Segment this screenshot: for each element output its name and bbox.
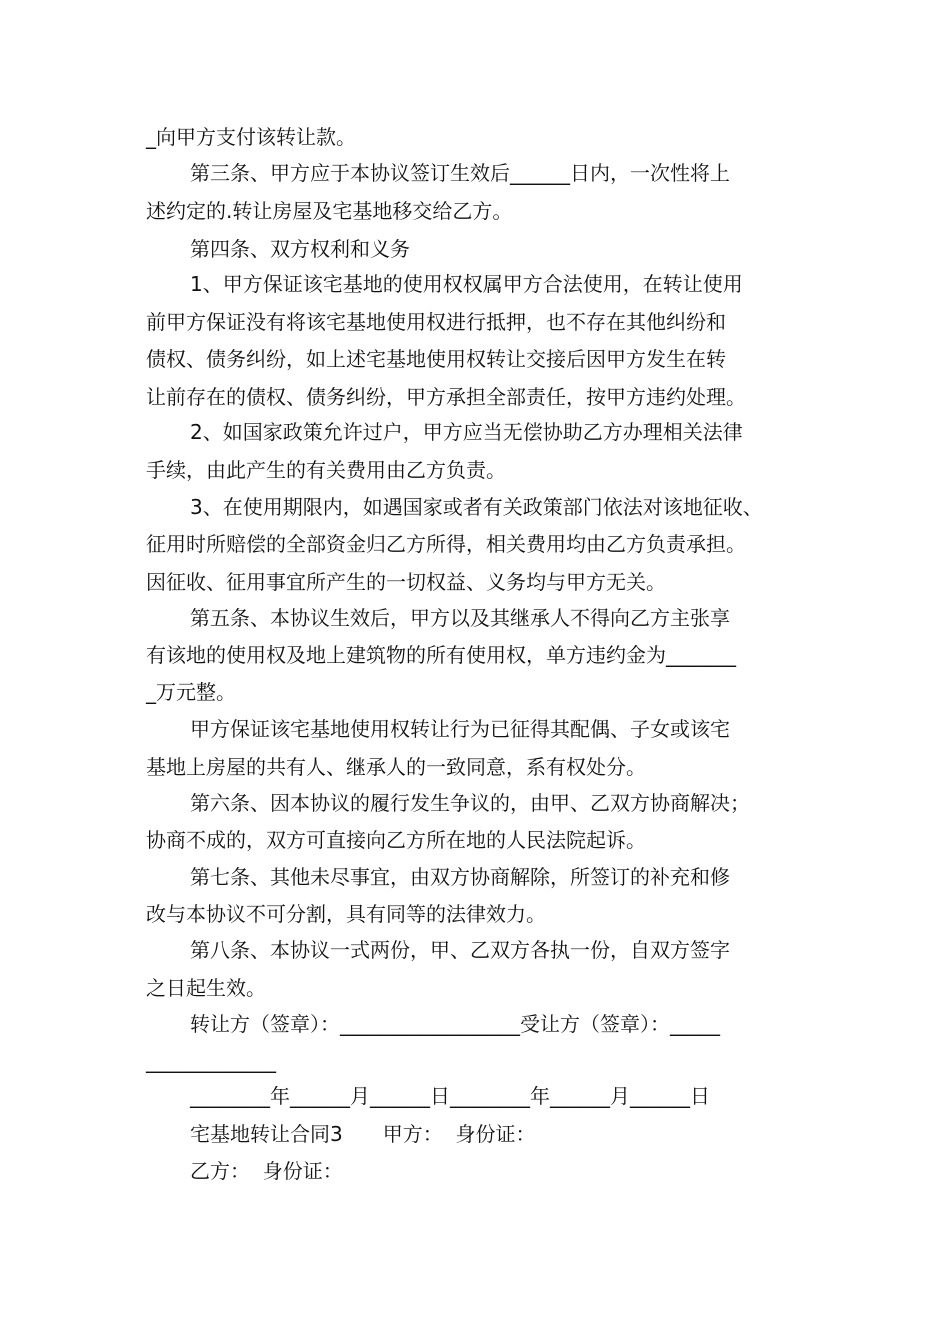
text-line: 第八条、本协议一式两份，甲、乙双方各执一份，自双方签字 <box>190 938 730 962</box>
text-line: _向甲方支付该转让款。 <box>146 125 356 149</box>
text-line: 手续，由此产生的有关费用由乙方负责。 <box>146 458 506 482</box>
signature-line: 转让方（签章）：__________________受让方（签章）：_____ <box>190 1012 720 1036</box>
date-line: ________年______月______日________年______月______日 <box>190 1084 710 1108</box>
text-line: 第四条、双方权利和义务 <box>190 237 410 261</box>
text-line: 第七条、其他未尽事宜，由双方协商解除，所签订的补充和修 <box>190 865 730 889</box>
text-line: 乙方： 身份证： <box>190 1159 343 1183</box>
text-line: 甲方保证该宅基地使用权转让行为已征得其配偶、子女或该宅 <box>190 717 730 741</box>
text-line: _万元整。 <box>146 680 236 704</box>
text-line: 述约定的.转让房屋及宅基地移交给乙方。 <box>146 199 513 223</box>
text-line: 改与本协议不可分割，具有同等的法律效力。 <box>146 902 546 926</box>
text-line: 2、如国家政策允许过户，甲方应当无偿协助乙方办理相关法律 <box>190 420 743 444</box>
text-line: 之日起生效。 <box>146 976 266 1000</box>
text-line: 前甲方保证没有将该宅基地使用权进行抵押，也不存在其他纠纷和 <box>146 310 726 334</box>
text-line: 让前存在的债权、债务纠纷，甲方承担全部责任，按甲方违约处理。 <box>146 385 746 409</box>
text-line: 因征收、征用事宜所产生的一切权益、义务均与甲方无关。 <box>146 570 666 594</box>
text-line: 第六条、因本协议的履行发生争议的，由甲、乙双方协商解决； <box>190 791 750 815</box>
text-line: 债权、债务纠纷，如上述宅基地使用权转让交接后因甲方发生在转 <box>146 347 726 371</box>
text-line: 3、在使用期限内，如遇国家或者有关政策部门依法对该地征收、 <box>190 495 763 519</box>
text-line: 1、甲方保证该宅基地的使用权权属甲方合法使用，在转让使用 <box>190 272 743 296</box>
text-line: 协商不成的，双方可直接向乙方所在地的人民法院起诉。 <box>146 828 646 852</box>
text-line: 有该地的使用权及地上建筑物的所有使用权，单方违约金为_______ <box>146 643 736 667</box>
text-line: 第三条、甲方应于本协议签订生效后______日内，一次性将上 <box>190 161 730 185</box>
text-line: 征用时所赔偿的全部资金归乙方所得，相关费用均由乙方负责承担。 <box>146 532 746 556</box>
text-line: 基地上房屋的共有人、继承人的一致同意，系有权处分。 <box>146 755 646 779</box>
contract-heading-line: 宅基地转让合同3 甲方： 身份证： <box>190 1122 536 1146</box>
text-line: 第五条、本协议生效后，甲方以及其继承人不得向乙方主张享 <box>190 606 730 630</box>
signature-line: _____________ <box>146 1049 276 1073</box>
